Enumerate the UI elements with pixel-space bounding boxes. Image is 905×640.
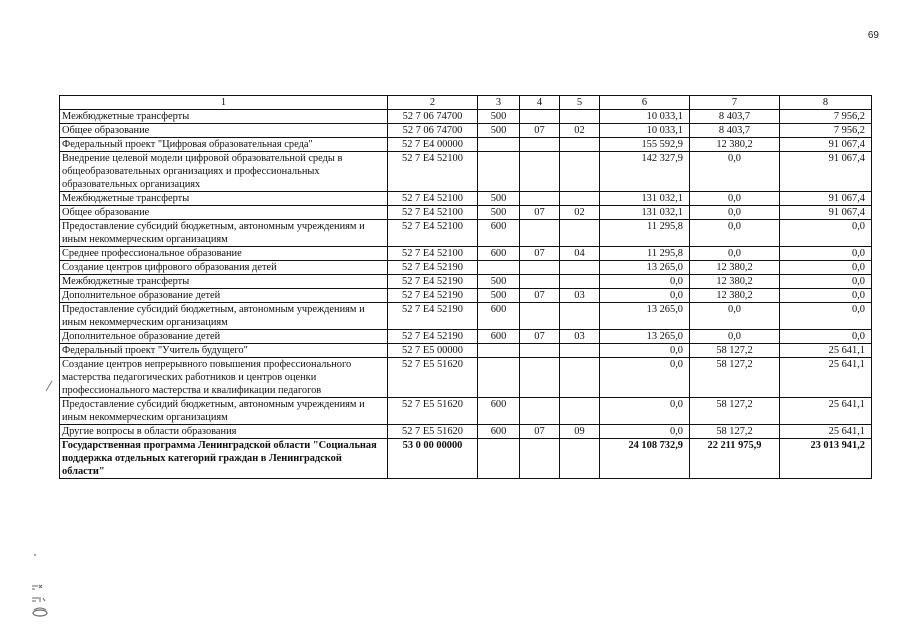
row-code-cell: 52 7 E5 00000 bbox=[388, 344, 478, 358]
table-row bbox=[60, 247, 872, 261]
row-col3-cell: 500 bbox=[478, 289, 520, 303]
row-col6-cell: 131 032,1 bbox=[600, 192, 690, 206]
row-col5-cell: 03 bbox=[560, 289, 600, 303]
table-row bbox=[60, 425, 872, 439]
row-col4-cell bbox=[520, 261, 560, 275]
row-code-cell: 52 7 E5 51620 bbox=[388, 425, 478, 439]
table-row bbox=[60, 344, 872, 358]
row-col4-cell: 07 bbox=[520, 124, 560, 138]
row-col5-cell bbox=[560, 261, 600, 275]
row-code-cell: 52 7 E4 52190 bbox=[388, 275, 478, 289]
row-col5-cell: 04 bbox=[560, 247, 600, 261]
row-col6-cell: 0,0 bbox=[600, 398, 690, 425]
row-col5-cell: 09 bbox=[560, 425, 600, 439]
row-col6-cell: 0,0 bbox=[600, 358, 690, 398]
row-col4-cell bbox=[520, 138, 560, 152]
row-col8-cell: 25 641,1 bbox=[780, 425, 872, 439]
row-col3-cell bbox=[478, 138, 520, 152]
row-name-cell: Предоставление субсидий бюджетным, автономным учреждениям и иным некоммерческим организациям bbox=[60, 398, 388, 425]
row-col4-cell bbox=[520, 275, 560, 289]
row-col5-cell bbox=[560, 303, 600, 330]
row-col6-cell: 10 033,1 bbox=[600, 124, 690, 138]
header-cell: 3 bbox=[478, 96, 520, 110]
margin-stamp-mark bbox=[28, 580, 52, 620]
row-col3-cell: 600 bbox=[478, 425, 520, 439]
row-col3-cell: 500 bbox=[478, 192, 520, 206]
row-col7-cell: 22 211 975,9 bbox=[690, 439, 780, 479]
row-col6-cell: 0,0 bbox=[600, 275, 690, 289]
row-col3-cell: 500 bbox=[478, 110, 520, 124]
row-code-cell: 52 7 E5 51620 bbox=[388, 398, 478, 425]
table-row bbox=[60, 206, 872, 220]
row-code-cell: 52 7 E5 51620 bbox=[388, 358, 478, 398]
row-col8-cell: 0,0 bbox=[780, 303, 872, 330]
row-col7-cell: 0,0 bbox=[690, 206, 780, 220]
table-row bbox=[60, 398, 872, 425]
row-col7-cell: 58 127,2 bbox=[690, 344, 780, 358]
margin-tick-mark bbox=[44, 380, 54, 392]
row-col4-cell: 07 bbox=[520, 247, 560, 261]
table-body bbox=[60, 110, 872, 479]
table-row bbox=[60, 303, 872, 330]
row-col5-cell bbox=[560, 152, 600, 192]
table-row bbox=[60, 439, 872, 479]
row-col5-cell bbox=[560, 398, 600, 425]
row-col6-cell: 0,0 bbox=[600, 425, 690, 439]
row-col3-cell: 500 bbox=[478, 124, 520, 138]
row-col5-cell bbox=[560, 275, 600, 289]
row-code-cell: 52 7 E4 52190 bbox=[388, 303, 478, 330]
table-row bbox=[60, 330, 872, 344]
row-col8-cell: 91 067,4 bbox=[780, 206, 872, 220]
row-col7-cell: 0,0 bbox=[690, 247, 780, 261]
row-col5-cell bbox=[560, 358, 600, 398]
row-col8-cell: 91 067,4 bbox=[780, 152, 872, 192]
row-code-cell: 52 7 E4 52190 bbox=[388, 289, 478, 303]
table-row bbox=[60, 261, 872, 275]
row-col8-cell: 25 641,1 bbox=[780, 358, 872, 398]
row-col8-cell: 0,0 bbox=[780, 275, 872, 289]
row-code-cell: 52 7 E4 52100 bbox=[388, 220, 478, 247]
row-name-cell: Создание центров цифрового образования детей bbox=[60, 261, 388, 275]
row-name-cell: Дополнительное образование детей bbox=[60, 330, 388, 344]
row-col8-cell: 7 956,2 bbox=[780, 124, 872, 138]
row-name-cell: Федеральный проект "Учитель будущего" bbox=[60, 344, 388, 358]
row-col3-cell: 600 bbox=[478, 330, 520, 344]
row-code-cell: 52 7 E4 52100 bbox=[388, 152, 478, 192]
row-col8-cell: 0,0 bbox=[780, 330, 872, 344]
row-col5-cell: 03 bbox=[560, 330, 600, 344]
table-row bbox=[60, 289, 872, 303]
row-col8-cell: 0,0 bbox=[780, 261, 872, 275]
row-col3-cell: 500 bbox=[478, 206, 520, 220]
table-row bbox=[60, 275, 872, 289]
row-col6-cell: 131 032,1 bbox=[600, 206, 690, 220]
row-col7-cell: 8 403,7 bbox=[690, 124, 780, 138]
row-name-cell: Предоставление субсидий бюджетным, автономным учреждениям и иным некоммерческим организациям bbox=[60, 303, 388, 330]
header-cell: 7 bbox=[690, 96, 780, 110]
row-col3-cell: 600 bbox=[478, 247, 520, 261]
row-name-cell: Государственная программа Ленинградской области "Социальная поддержка отдельных категорий граждан в Ленинградской области" bbox=[60, 439, 388, 479]
row-col7-cell: 0,0 bbox=[690, 303, 780, 330]
row-col4-cell bbox=[520, 439, 560, 479]
row-code-cell: 53 0 00 00000 bbox=[388, 439, 478, 479]
row-code-cell: 52 7 E4 52190 bbox=[388, 330, 478, 344]
row-name-cell: Межбюджетные трансферты bbox=[60, 275, 388, 289]
row-col8-cell: 7 956,2 bbox=[780, 110, 872, 124]
row-col8-cell: 25 641,1 bbox=[780, 344, 872, 358]
row-col7-cell: 0,0 bbox=[690, 152, 780, 192]
row-col7-cell: 0,0 bbox=[690, 192, 780, 206]
row-col3-cell bbox=[478, 439, 520, 479]
row-col7-cell: 12 380,2 bbox=[690, 261, 780, 275]
row-col8-cell: 0,0 bbox=[780, 289, 872, 303]
page-number: 69 bbox=[867, 30, 879, 41]
row-name-cell: Общее образование bbox=[60, 206, 388, 220]
row-col4-cell: 07 bbox=[520, 425, 560, 439]
table-row bbox=[60, 124, 872, 138]
row-col4-cell bbox=[520, 220, 560, 247]
row-col4-cell: 07 bbox=[520, 330, 560, 344]
row-name-cell: Межбюджетные трансферты bbox=[60, 192, 388, 206]
row-name-cell: Дополнительное образование детей bbox=[60, 289, 388, 303]
row-code-cell: 52 7 06 74700 bbox=[388, 124, 478, 138]
row-col3-cell: 600 bbox=[478, 220, 520, 247]
row-col4-cell bbox=[520, 358, 560, 398]
row-name-cell: Создание центров непрерывного повышения профессионального мастерства педагогических работников и центров оценки профессионального мастерства и квалификации педагогов bbox=[60, 358, 388, 398]
row-code-cell: 52 7 E4 52190 bbox=[388, 261, 478, 275]
row-col5-cell bbox=[560, 192, 600, 206]
row-col8-cell: 25 641,1 bbox=[780, 398, 872, 425]
row-col3-cell: 600 bbox=[478, 398, 520, 425]
header-cell: 1 bbox=[60, 96, 388, 110]
row-col7-cell: 8 403,7 bbox=[690, 110, 780, 124]
row-code-cell: 52 7 E4 52100 bbox=[388, 247, 478, 261]
row-name-cell: Среднее профессиональное образование bbox=[60, 247, 388, 261]
row-col8-cell: 23 013 941,2 bbox=[780, 439, 872, 479]
table-row bbox=[60, 110, 872, 124]
row-col7-cell: 0,0 bbox=[690, 330, 780, 344]
row-col6-cell: 11 295,8 bbox=[600, 247, 690, 261]
row-col5-cell bbox=[560, 138, 600, 152]
row-col3-cell bbox=[478, 344, 520, 358]
row-name-cell: Межбюджетные трансферты bbox=[60, 110, 388, 124]
row-col5-cell bbox=[560, 344, 600, 358]
row-col7-cell: 58 127,2 bbox=[690, 425, 780, 439]
row-col7-cell: 12 380,2 bbox=[690, 275, 780, 289]
row-name-cell: Общее образование bbox=[60, 124, 388, 138]
row-col6-cell: 11 295,8 bbox=[600, 220, 690, 247]
row-code-cell: 52 7 06 74700 bbox=[388, 110, 478, 124]
row-col4-cell bbox=[520, 344, 560, 358]
row-col5-cell bbox=[560, 439, 600, 479]
row-col5-cell bbox=[560, 220, 600, 247]
row-col3-cell bbox=[478, 358, 520, 398]
row-col8-cell: 91 067,4 bbox=[780, 192, 872, 206]
margin-dot-mark bbox=[33, 553, 37, 557]
row-col6-cell: 13 265,0 bbox=[600, 261, 690, 275]
row-col3-cell: 500 bbox=[478, 275, 520, 289]
row-col6-cell: 13 265,0 bbox=[600, 330, 690, 344]
row-col3-cell: 600 bbox=[478, 303, 520, 330]
row-name-cell: Другие вопросы в области образования bbox=[60, 425, 388, 439]
row-col7-cell: 58 127,2 bbox=[690, 398, 780, 425]
header-cell: 6 bbox=[600, 96, 690, 110]
row-code-cell: 52 7 E4 00000 bbox=[388, 138, 478, 152]
table-row bbox=[60, 358, 872, 398]
table-header bbox=[60, 96, 872, 110]
row-col7-cell: 0,0 bbox=[690, 220, 780, 247]
row-col8-cell: 0,0 bbox=[780, 220, 872, 247]
row-col8-cell: 0,0 bbox=[780, 247, 872, 261]
row-col7-cell: 58 127,2 bbox=[690, 358, 780, 398]
row-name-cell: Внедрение целевой модели цифровой образовательной среды в общеобразовательных организациях и профессиональных образовательных организациях bbox=[60, 152, 388, 192]
row-col6-cell: 0,0 bbox=[600, 344, 690, 358]
row-col7-cell: 12 380,2 bbox=[690, 138, 780, 152]
row-col3-cell bbox=[478, 152, 520, 192]
row-col6-cell: 142 327,9 bbox=[600, 152, 690, 192]
row-name-cell: Предоставление субсидий бюджетным, автономным учреждениям и иным некоммерческим организациям bbox=[60, 220, 388, 247]
row-col4-cell bbox=[520, 152, 560, 192]
row-col3-cell bbox=[478, 261, 520, 275]
header-cell: 4 bbox=[520, 96, 560, 110]
row-col6-cell: 13 265,0 bbox=[600, 303, 690, 330]
row-code-cell: 52 7 E4 52100 bbox=[388, 206, 478, 220]
row-col5-cell bbox=[560, 110, 600, 124]
header-row bbox=[60, 96, 872, 110]
row-col4-cell bbox=[520, 110, 560, 124]
row-col4-cell bbox=[520, 398, 560, 425]
row-col4-cell bbox=[520, 192, 560, 206]
header-cell: 5 bbox=[560, 96, 600, 110]
table-row bbox=[60, 138, 872, 152]
row-col4-cell bbox=[520, 303, 560, 330]
header-cell: 2 bbox=[388, 96, 478, 110]
budget-table-container bbox=[59, 95, 871, 479]
row-col6-cell: 10 033,1 bbox=[600, 110, 690, 124]
row-code-cell: 52 7 E4 52100 bbox=[388, 192, 478, 206]
budget-table bbox=[59, 95, 872, 479]
row-col6-cell: 24 108 732,9 bbox=[600, 439, 690, 479]
header-cell: 8 bbox=[780, 96, 872, 110]
row-col6-cell: 0,0 bbox=[600, 289, 690, 303]
row-col4-cell: 07 bbox=[520, 289, 560, 303]
row-col4-cell: 07 bbox=[520, 206, 560, 220]
row-col6-cell: 155 592,9 bbox=[600, 138, 690, 152]
row-col5-cell: 02 bbox=[560, 206, 600, 220]
row-col8-cell: 91 067,4 bbox=[780, 138, 872, 152]
table-row bbox=[60, 220, 872, 247]
table-row bbox=[60, 192, 872, 206]
row-name-cell: Федеральный проект "Цифровая образовательная среда" bbox=[60, 138, 388, 152]
row-col7-cell: 12 380,2 bbox=[690, 289, 780, 303]
row-col5-cell: 02 bbox=[560, 124, 600, 138]
table-row bbox=[60, 152, 872, 192]
